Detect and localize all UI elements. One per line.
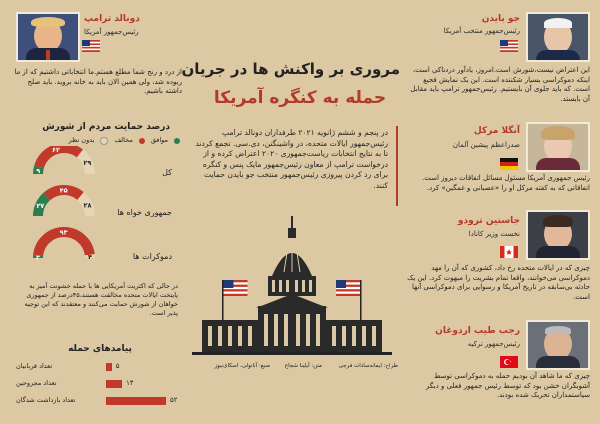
outcomes-title: پیامدهای حمله bbox=[68, 344, 132, 354]
leader-role-trudeau: نخست وزیر کانادا bbox=[468, 230, 520, 238]
poll-row-label-0: کل bbox=[162, 168, 172, 177]
poll-value-label: ۲۹ bbox=[83, 159, 92, 168]
legend-noview-swatch bbox=[100, 137, 108, 145]
poll-gauge-0 bbox=[36, 146, 91, 175]
credit-designer: طراح: ایمانه‌سادات فرجی bbox=[338, 363, 398, 369]
leader-role-merkel: صدراعظم پیشین آلمان bbox=[452, 141, 520, 149]
outcome-label: تعداد مجروحین bbox=[16, 379, 57, 387]
poll-gauge-2 bbox=[36, 229, 92, 262]
leader-name-trudeau: جاستین ترودو bbox=[457, 216, 520, 226]
leader-quote-erdogan: چیزی که ما شاهد آن بودیم حمله به دموکراسی توسط آشوبگران خشن بود که توسط رئیس جمهور فعلی و دیگر سیاستمداران تحریک شده بودند. bbox=[426, 372, 590, 399]
germany-flag-icon bbox=[500, 158, 518, 170]
capitol-illustration bbox=[192, 210, 392, 370]
leader-name-erdogan: رجب طیب اردوغان bbox=[435, 326, 520, 336]
leader-role-erdogan: رئیس‌جمهور ترکیه bbox=[467, 340, 520, 348]
erdogan-portrait bbox=[526, 320, 590, 370]
turkey-flag-icon bbox=[500, 356, 518, 368]
poll-legend bbox=[30, 136, 180, 145]
outcome-bar bbox=[106, 397, 166, 405]
outcome-value: ۵۲ bbox=[170, 396, 178, 404]
poll-row-label-2: دموکرات ها bbox=[132, 252, 172, 261]
usa-flag-icon bbox=[500, 40, 518, 52]
outcome-value: ۱۴ bbox=[126, 379, 134, 387]
us-flag-right-icon bbox=[336, 280, 362, 320]
merkel-portrait bbox=[526, 122, 590, 172]
poll-value-label: ۹۳ bbox=[59, 228, 68, 237]
outcome-label: تعداد قربانیان bbox=[16, 362, 53, 370]
trump-portrait bbox=[16, 12, 80, 62]
outcome-row bbox=[16, 377, 184, 391]
poll-value-label: ۴ bbox=[87, 252, 92, 261]
credit-source: منبع: آناتولی، اسکای‌نیوز bbox=[214, 363, 270, 369]
legend-support-label: موافق bbox=[150, 136, 168, 144]
poll-value-label: ۴۵ bbox=[59, 186, 68, 195]
trudeau-portrait bbox=[526, 210, 590, 260]
outcomes-chart bbox=[16, 360, 184, 418]
outcome-row bbox=[16, 360, 184, 374]
intro-box bbox=[186, 126, 398, 206]
poll-gauge-1 bbox=[36, 187, 91, 216]
poll-row-label-1: جمهوری خواه ها bbox=[117, 208, 172, 217]
poll-value-label: ۶۲ bbox=[51, 146, 60, 154]
leader-name-merkel: آنگلا مرکل bbox=[473, 126, 520, 136]
poll-value-label: ۲۸ bbox=[83, 201, 92, 210]
leader-name-biden: جو بایدن bbox=[481, 14, 520, 24]
us-flag-left-icon bbox=[222, 280, 248, 320]
outcome-bar bbox=[106, 380, 122, 388]
legend-oppose-label: مخالف bbox=[114, 136, 133, 144]
poll-note: در حالی که اکثریت آمریکایی ها با حمله خشونت آمیز به پایتخت ایالات متحده مخالفت هستند،۴۵درصد از جمهوری خواهان از شورش حمایت می‌کنند و معتقدند که این توجیه پذیر است. bbox=[24, 282, 178, 317]
title-line-1: مروری بر واکنش ها در جریان bbox=[181, 60, 400, 78]
title-line-2: حمله به کنگره آمریکا bbox=[213, 88, 387, 108]
poll-value-label: ۹ bbox=[36, 166, 41, 175]
outcome-row bbox=[16, 394, 184, 408]
outcome-bar bbox=[106, 363, 112, 371]
poll-chart bbox=[24, 146, 104, 276]
leader-quote-trudeau: چیزی که در ایالات متحده رخ داد، کشوری که آن را مهد دموکراسی می‌خوانند، واقعا تمام بشریت را مبهوت کرد. این یک حادثه بی‌سابقه در تاریخ آمریکا و رسوایی برای دموکراسی آنها است. bbox=[407, 264, 590, 301]
legend-noview-label: بدون نظر bbox=[68, 136, 95, 144]
credit-text: متن: آیلینا شجاع bbox=[284, 363, 322, 369]
poll-value-label: ۳ bbox=[36, 253, 41, 262]
leader-quote-merkel: رئیس جمهوری آمریکا مسئول مسائل اتفاقات دیروز است. اتفاقاتی که به کفته مرکل او را «عصبانی و غمگین» کرد. bbox=[422, 174, 590, 192]
outcome-label: تعداد بازداشت شدگان bbox=[16, 396, 76, 404]
canada-flag-icon bbox=[500, 246, 518, 258]
poll-title: درصد حمایت مردم از شورش bbox=[42, 122, 170, 132]
leader-role-biden: رئیس‌جمهور منتخب آمریکا bbox=[443, 27, 520, 35]
intro-text: در پنجم و ششم ژانویه ۲۰۲۱ طرفداران دونالد ترامپ رئیس‌جمهور ایالات متحده، در واشینگتن، دی.سی. تجمع کردند تا به نتایج انتخابات ریاست‌جمهوری ۲۰۲۰ اعتراض کرده و از درخواست ترامپ از معاون رئیس‌جمهور مایک پنس و کنگره برای رد کردن پیروزی رئیس‌جمهور منتخب جو بایدن حمایت کنند. bbox=[195, 128, 388, 190]
trump-quote: از درد و رنج شما مطلع هستم.ما انتخاباتی داشتیم که از ما ربوده شد، ولی همین الان باید به خانه بروید. باید صلح داشته باشیم. bbox=[14, 68, 182, 95]
leader-quote-biden: این اعتراض نیست،شورش است.امروز، یادآور دردناکی است، اینکه دموکراسی بسیار شکننده است. این یک نمایش فجیع است. که باید جلوی آن بایستیم. رئیس‌جمهور ترامپ باید مقابل آن بایستد. bbox=[410, 66, 590, 103]
outcome-value: ۵ bbox=[115, 362, 120, 370]
trump-role: رئیس‌جمهور آمریکا bbox=[84, 28, 139, 36]
poll-value-label: ۲۷ bbox=[36, 201, 45, 210]
legend-support-swatch bbox=[174, 138, 180, 144]
trump-name: دونالد ترامپ bbox=[84, 14, 140, 24]
biden-portrait bbox=[526, 12, 590, 62]
trump-usa-flag-icon bbox=[82, 40, 100, 52]
legend-oppose-swatch bbox=[139, 138, 145, 144]
